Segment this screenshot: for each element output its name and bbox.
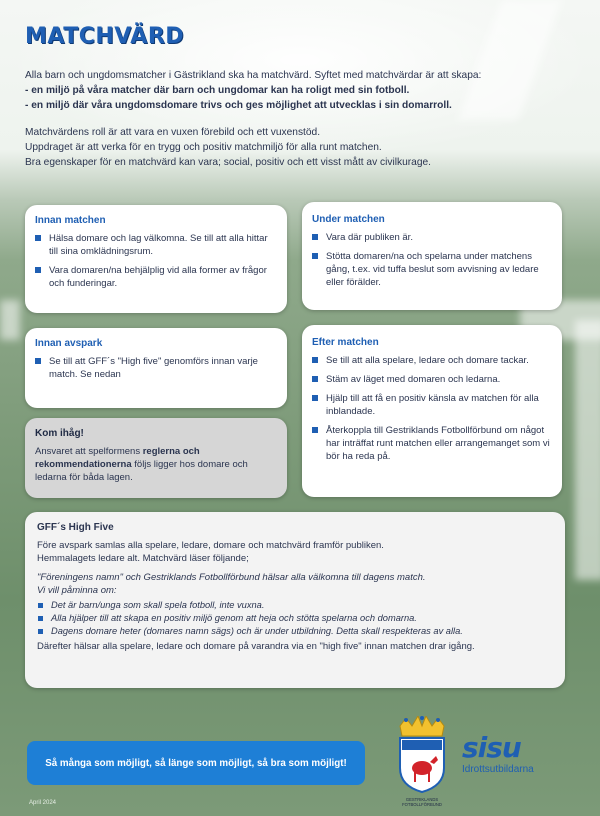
card-heading: Efter matchen <box>312 337 379 348</box>
high-five-line: Före avspark samlas alla spelare, ledare, domare och matchvärd framför publiken. <box>37 540 384 551</box>
intro-role: Matchvärdens roll är att vara en vuxen förebild och ett vuxenstöd. <box>25 127 321 138</box>
date-label: April 2024 <box>29 800 57 806</box>
list-item: Dagens domare heter (domares namn sägs) och är under utbildning. Detta skall respekteras av alla. <box>37 625 553 638</box>
field-line <box>0 300 20 340</box>
intro-role: Bra egenskaper för en matchvärd kan vara; social, positiv och ett visst mått av civilkurage. <box>25 157 431 168</box>
intro-goal: - en miljö på våra matcher där barn och ungdomar kan ha roligt med sin fotboll. <box>25 85 410 96</box>
high-five-quote: "Föreningens namn" och Gestriklands Fotbollförbund hälsar alla välkomna till dagens match. <box>37 572 426 583</box>
high-five-remind: Vi vill påminna om: <box>37 585 117 596</box>
slogan-banner: Så många som möjligt, så länge som möjligt, så bra som möjligt! <box>27 741 365 785</box>
card-under-matchen <box>302 202 562 310</box>
sisu-subtitle: Idrottsutbildarna <box>462 764 534 775</box>
card-heading: Innan avspark <box>35 338 103 349</box>
crown-icon <box>400 716 444 736</box>
intro-lead: Alla barn och ungdomsmatcher i Gästrikland ska ha matchvärd. Syftet med matchvärdar är att skapa: <box>25 70 482 81</box>
intro-role: Uppdraget är att verka för en trygg och positiv matchmiljö för alla runt matchen. <box>25 142 382 153</box>
crest-text: GESTRIKLANDS <box>405 797 439 802</box>
field-line <box>575 320 600 580</box>
card-innan-avspark <box>25 328 287 408</box>
list-item: Hälsa domare och lag välkomna. Se till att alla hittar till sina omklädningsrum. <box>35 232 277 258</box>
card-innan-matchen <box>25 205 287 313</box>
kom-ihag-text <box>35 445 277 484</box>
gestriklands-crest-logo <box>392 716 452 808</box>
high-five-line: Hemmalagets ledare alt. Matchvärd läser följande; <box>37 553 249 564</box>
intro-text <box>25 68 585 170</box>
high-five-heading: GFF´s High Five <box>37 522 114 533</box>
list-item: Alla hjälper till att skapa en positiv miljö genom att heja och stötta spelarna och domarna. <box>37 612 553 625</box>
page-title: MATCHVÄRD <box>25 24 185 49</box>
card-heading: Under matchen <box>312 214 385 225</box>
list-item: Stötta domaren/na och spelarna under matchens gång, t.ex. vid tuffa beslut som avvisning av ledare eller förälder. <box>312 250 552 289</box>
high-five-box <box>25 512 565 688</box>
card-kom-ihag <box>25 418 287 498</box>
intro-goal: - en miljö där våra ungdomsdomare trivs och ges möjlighet att utvecklas i sin domarroll. <box>25 100 452 111</box>
kom-ihag-text-bold: reglerna och rekommendationerna <box>35 446 200 470</box>
list-item: Vara där publiken är. <box>312 231 552 244</box>
card-efter-matchen <box>302 325 562 497</box>
list-item: Återkoppla till Gestriklands Fotbollförbund om något har inträffat runt matchen eller arrangemanget som vi bör ha reda på. <box>312 424 552 463</box>
kom-ihag-text-post: följs ligger hos domare och ledarna för båda lagen. <box>35 459 248 483</box>
sisu-wordmark: sisu <box>462 731 521 764</box>
card-heading: Innan matchen <box>35 215 106 226</box>
crest-text: FOTBOLLFÖRBUND <box>402 802 442 807</box>
list-item: Hjälp till att få en positiv känsla av matchen för alla inblandade. <box>312 392 552 418</box>
list-item: Det är barn/unga som skall spela fotboll, inte vuxna. <box>37 599 553 612</box>
list-item: Se till att GFF´s "High five" genomförs innan varje match. Se nedan <box>35 355 277 381</box>
sisu-logo <box>462 731 572 790</box>
kom-ihag-text-pre: Ansvaret att spelformens <box>35 446 141 457</box>
list-item: Stäm av läget med domaren och ledarna. <box>312 373 552 386</box>
list-item: Se till att alla spelare, ledare och domare tackar. <box>312 354 552 367</box>
high-five-closing: Därefter hälsar alla spelare, ledare och domare på varandra via en "high five" innan matchen drar igång. <box>37 641 475 652</box>
card-heading: Kom ihåg! <box>35 428 84 439</box>
list-item: Vara domaren/na behjälplig vid alla former av frågor och funderingar. <box>35 264 277 290</box>
